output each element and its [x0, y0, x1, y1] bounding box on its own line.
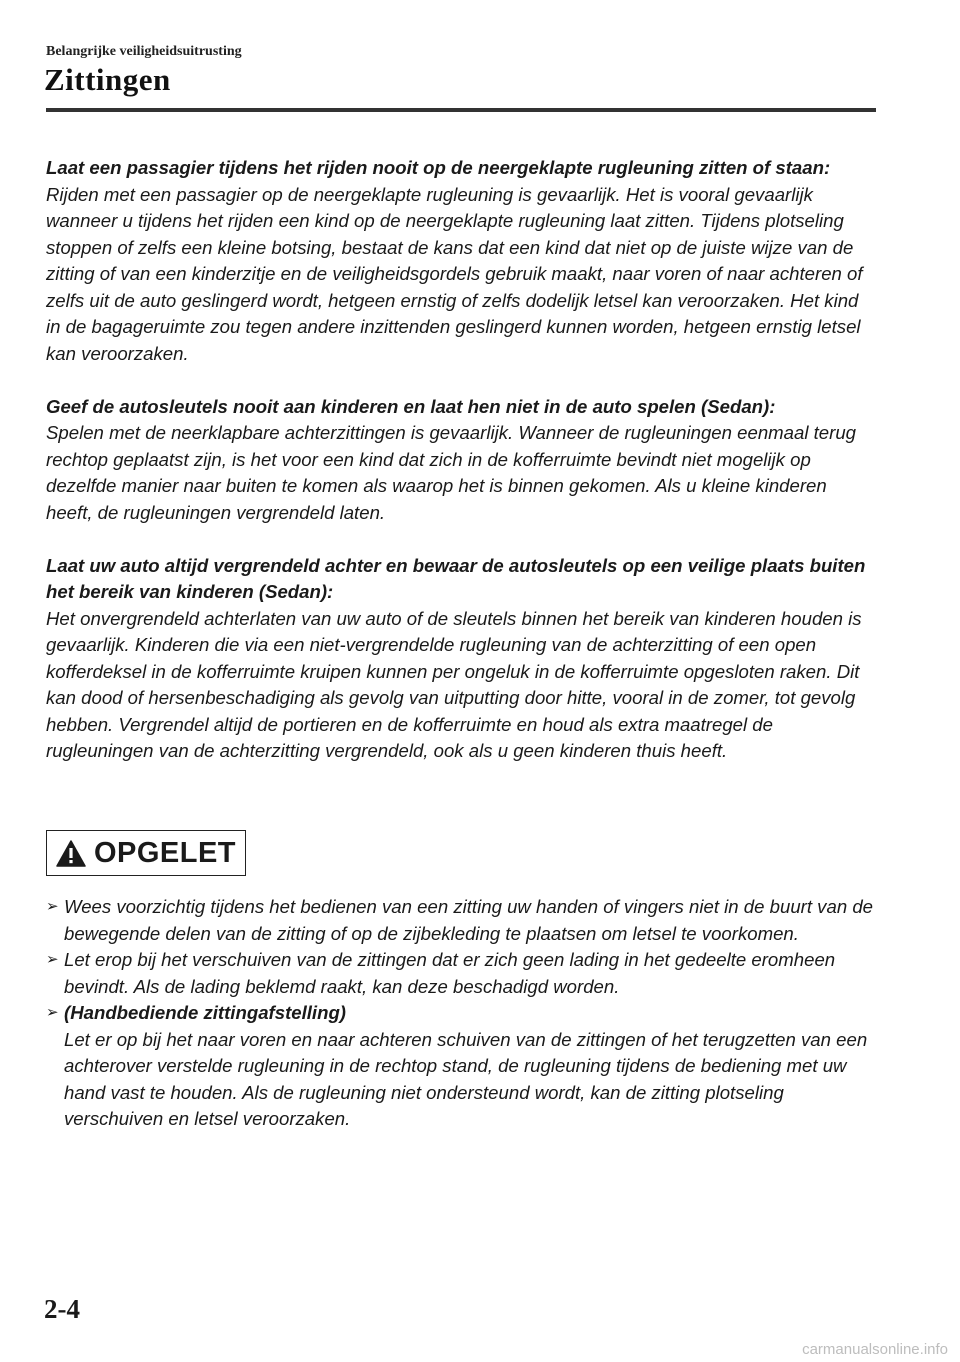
caution-item — [46, 894, 876, 947]
title-divider — [46, 108, 876, 112]
running-header: Belangrijke veiligheidsuitrusting — [46, 44, 242, 59]
warning-text: Spelen met de neerklapbare achterzittingen is gevaarlijk. Wanneer de rugleuningen eenmaal terug rechtop geplaatst zijn, is het voor een kind dat zich in de kofferruimte bevindt niet mogelijk op dezelfde manier naar buiten te komen als waarop het is binnen gekomen. Als u kleine kinderen heeft, de rugleuningen vergrendeld laten. — [46, 422, 857, 523]
caution-label: OPGELET — [93, 836, 237, 869]
warning-text: Het onvergrendeld achterlaten van uw auto of de sleutels binnen het bereik van kinderen houden is gevaarlijk. Kinderen die via een niet-vergrendelde rugleuning van de achterzitting of een open kofferdeksel in de kofferruimte kruipen kunnen per ongeluk in de kofferruimte opgesloten raken. Dit kan dood of hersenbeschadiging als gevolg van uitputting door hitte, vooral in de zomer, tot gevolg hebben. Vergrendel altijd de portieren en de kofferruimte en houd als extra maatregel de rugleuningen van de achterzitting vergrendeld, ook als u geen kinderen thuis heeft. — [46, 607, 862, 761]
warning-block-3 — [46, 553, 876, 765]
arrow-bullet-icon: ➢ — [46, 1004, 59, 1021]
caution-item-heading: (Handbediende zittingafstelling) — [64, 1002, 347, 1023]
warning-block-2 — [46, 394, 876, 527]
caution-item-text: Let er op bij het naar voren en naar achteren schuiven van de zittingen of het terugzetten van een achterover verstelde rugleuning in de rechtop stand, de rugleuning tijdens de bediening met uw hand vast te houden. Als de rugleuning niet ondersteund wordt, kan de zitting plotseling verschuiven en letsel veroorzaken. — [64, 1028, 868, 1129]
warning-block-1 — [46, 155, 876, 367]
watermark: carmanualsonline.info — [802, 1341, 948, 1358]
warning-heading: Laat een passagier tijdens het rijden nooit op de neergeklapte rugleuning zitten of staan: — [46, 157, 831, 178]
caution-list — [46, 894, 876, 1133]
warning-heading: Geef de autosleutels nooit aan kinderen en laat hen niet in de auto spelen (Sedan): — [46, 395, 776, 417]
warning-text: Rijden met een passagier op de neergeklapte rugleuning is gevaarlijk. Het is vooral gevaarlijk wanneer u tijdens het rijden een kind op de neergeklapte rugleuning laat zitten. Tijdens plotseling stoppen of zelfs een kleine botsing, bestaat de kans dat een kind dat niet op de juiste wijze van de zitting of van een kinderzitje en de veiligheidsgordels gebruik maakt, naar voren of naar achteren of zelfs uit de auto geslingerd wordt, hetgeen ernstig of zelfs dodelijk letsel kan veroorzaken. Het kind in de bagageruimte zou tegen andere inzittenden geslingerd kunnen worden, hetgeen ernstig letsel kan veroorzaken. — [46, 183, 863, 364]
warning-heading: Laat uw auto altijd vergrendeld achter en bewaar de autosleutels op een veilige plaats buiten het bereik van kinderen (Sedan): — [46, 554, 866, 602]
page-number: 2-4 — [44, 1294, 80, 1324]
caution-item-text: Wees voorzichtig tijdens het bedienen van een zitting uw handen of vingers niet in de buurt van de bewegende delen van de zitting of op de zijbekleding te plaatsen om letsel te voorkomen. — [64, 896, 874, 944]
caution-label-box — [46, 830, 246, 876]
arrow-bullet-icon: ➢ — [46, 951, 59, 968]
arrow-bullet-icon: ➢ — [46, 898, 59, 915]
caution-item-text: Let erop bij het verschuiven van de zittingen dat er zich geen lading in het gedeelte eromheen bevindt. Als de lading beklemd raakt, kan deze beschadigd worden. — [64, 949, 836, 997]
warning-triangle-icon — [56, 840, 86, 867]
page-title: Zittingen — [44, 62, 171, 97]
caution-item — [46, 1000, 876, 1133]
caution-item — [46, 947, 876, 1000]
warning-section — [46, 155, 876, 791]
